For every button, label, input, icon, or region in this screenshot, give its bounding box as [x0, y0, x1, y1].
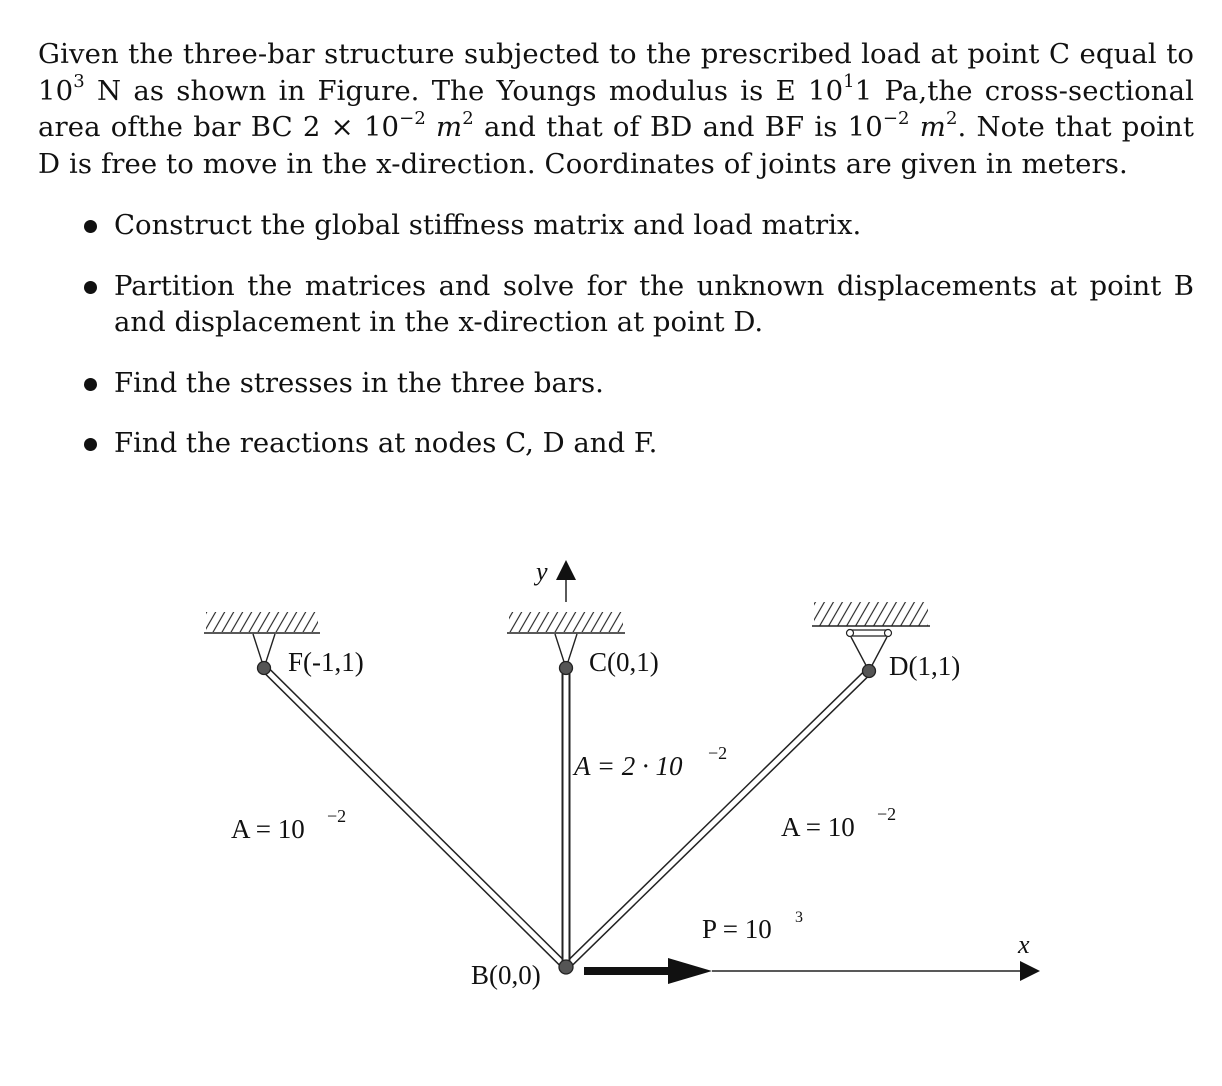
area-exponent-bc: −2 — [708, 743, 728, 763]
load-label: P = 10 — [702, 914, 772, 944]
task-item: Find the reactions at nodes C, D and F. — [78, 425, 1194, 462]
area-label-bc — [572, 751, 683, 781]
task-item: Partition the matrices and solve for the unknown displacements at point B and displacement in the x-direction at point D. — [78, 268, 1194, 341]
ground-support-f — [204, 612, 320, 633]
exponent: 2 — [462, 107, 474, 129]
statement-text: Given the three-bar structure subjected to the prescribed load at point C equal to 10 — [38, 38, 1194, 107]
area-label-bf: A = 10 — [231, 814, 305, 844]
ground-support-c — [507, 612, 625, 633]
area-text: A = 2 · 10 — [574, 751, 683, 781]
node-label-b: B(0,0) — [471, 960, 541, 990]
node-label-d: D(1,1) — [889, 651, 961, 681]
bar-bf — [264, 668, 566, 967]
statement-text: N as shown in Figure. The Youngs modulus is E 10 — [84, 74, 844, 107]
load-exponent: 3 — [795, 909, 803, 926]
unit-variable: m — [919, 111, 946, 143]
y-axis-label: y — [536, 557, 548, 586]
joint-d — [863, 665, 876, 678]
joint-c — [560, 662, 573, 675]
task-item: Construct the global stiffness matrix and load matrix. — [78, 207, 1194, 244]
exponent: 3 — [73, 71, 85, 93]
task-item: Find the stresses in the three bars. — [78, 365, 1194, 402]
load-arrow — [584, 958, 712, 984]
area-exponent-bf: −2 — [327, 806, 347, 826]
area-label-bd: A = 10 — [781, 812, 855, 842]
joint-b — [559, 960, 573, 974]
unit-variable: m — [436, 111, 463, 143]
x-axis-arrow — [712, 961, 1040, 981]
node-label-f: F(-1,1) — [288, 647, 364, 677]
node-label-c: C(0,1) — [589, 647, 659, 677]
exponent: −2 — [399, 107, 426, 129]
statement-text: . Note that point D is free to move in the x-direction. Coordinates of joints are given in meters. — [38, 111, 1194, 180]
area-exponent-bd: −2 — [877, 804, 897, 824]
exponent: −2 — [882, 107, 910, 129]
exponent: 2 — [945, 107, 958, 129]
x-axis-label: x — [1018, 930, 1030, 959]
joint-f — [258, 662, 271, 675]
statement-text: 1 Pa,the cross-sectional area ofthe bar BC 2 × 10 — [38, 74, 1194, 143]
ground-support-d — [812, 602, 930, 626]
statement-text: and that of BD and BF is 10 — [473, 111, 883, 143]
y-axis-arrow — [556, 560, 576, 602]
exponent: 1 — [843, 71, 855, 93]
